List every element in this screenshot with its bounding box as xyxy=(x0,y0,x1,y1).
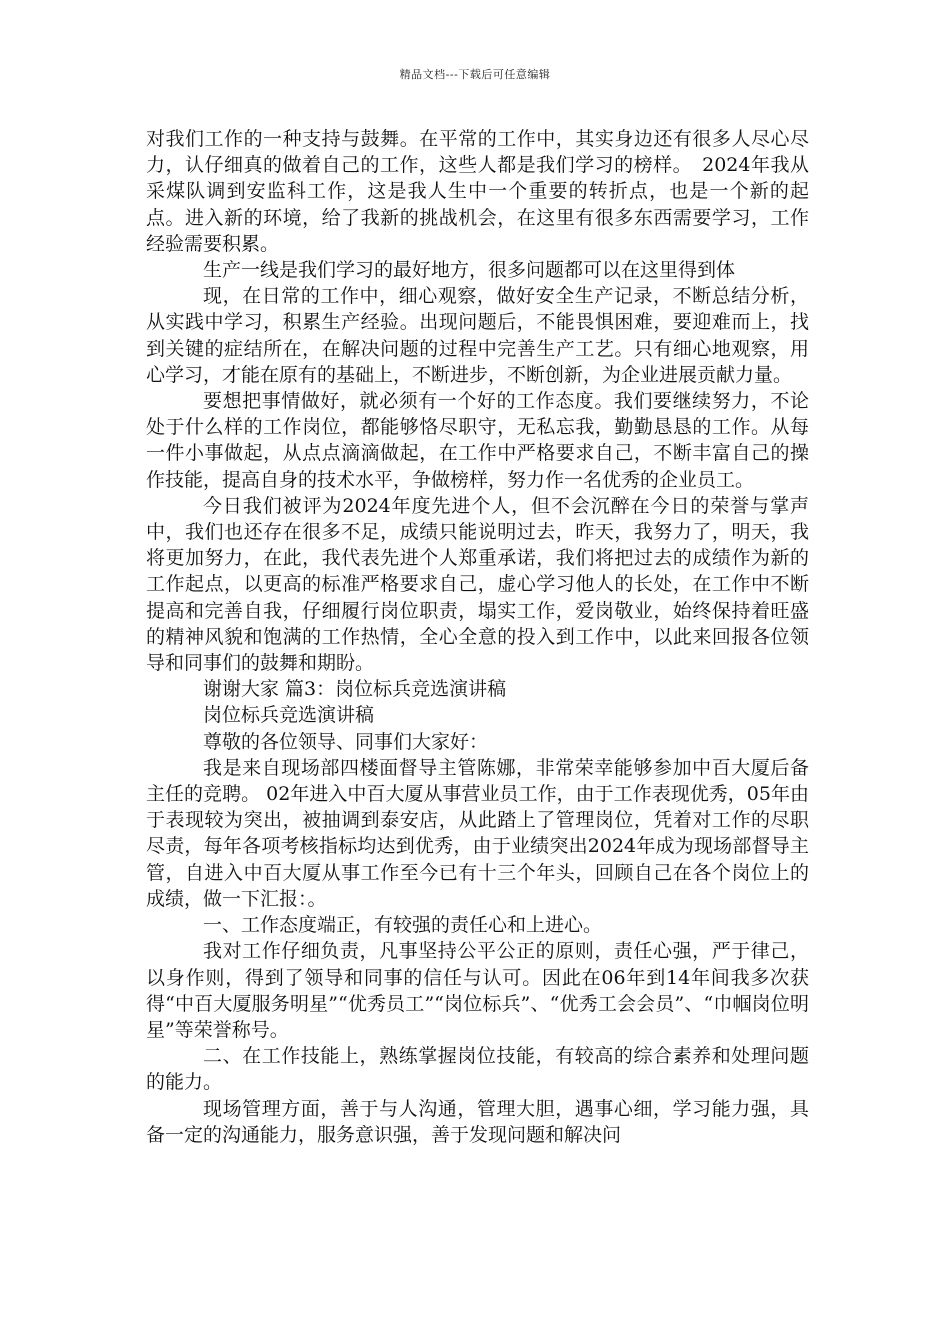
paragraph: 生产一线是我们学习的最好地方，很多问题都可以在这里得到体 xyxy=(203,259,736,282)
paragraph: 现场管理方面，善于与人沟通，管理大胆，遇事心细，学习能力强，具备一定的沟通能力，服务意识强，善于发现问题和解决问 xyxy=(146,1097,809,1146)
paragraph: 我对工作仔细负责，凡事坚持公平公正的原则，责任心强，严于律己，以身作则，得到了领导和同事的信任与认可。因此在06年到14年间我多次获得“中百大厦服务明星”“优秀员工”“岗位标兵”、“优秀工会会员”、“巾帼岗位明星”等荣誉称号。 xyxy=(146,940,809,1041)
paragraph: 我是来自现场部四楼面督导主管陈娜，非常荣幸能够参加中百大厦后备主任的竞聘。 02年进入中百大厦从事营业员工作，由于工作表现优秀，05年由于表现较为突出，被抽调到泰安店，从此踏上了管理岗位，凭着对工作的尽职尽责，每年各项考核指标均达到优秀，由于业绩突出2024年成为现场部督导主管，自进入中百大厦从事工作至今已有十三个年头，回顾自己在各个岗位上的成绩，做一下汇报：。 xyxy=(146,756,809,910)
paragraph: 对我们工作的一种支持与鼓舞。在平常的工作中，其实身边还有很多人尽心尽力，认仔细真的做着自己的工作，这些人都是我们学习的榜样。 2024年我从采煤队调到安监科工作，这是我人生中一个重要的转折点，也是一个新的起点。进入新的环境，给了我新的挑战机会，在这里有很多东西需要学习，工作经验需要积累。 xyxy=(146,128,809,255)
document-body xyxy=(146,126,809,1148)
speech-title: 岗位标兵竞选演讲稿 xyxy=(203,704,375,727)
subheading: 一、工作态度端正，有较强的责任心和上进心。 xyxy=(203,914,603,937)
subheading: 二、在工作技能上，熟练掌握岗位技能，有较高的综合素养和处理问题的能力。 xyxy=(146,1045,809,1094)
paragraph: 今日我们被评为2024年度先进个人，但不会沉醉在今日的荣誉与掌声中，我们也还存在很多不足，成绩只能说明过去，昨天，我努力了，明天，我将更加努力，在此，我代表先进个人郑重承诺，我们将把过去的成绩作为新的工作起点，以更高的标准严格要求自己，虚心学习他人的长处，在工作中不断提高和完善自我，仔细履行岗位职责，塌实工作，爱岗敬业，始终保持着旺盛的精神风貌和饱满的工作热情，全心全意的投入到工作中，以此来回报各位领导和同事们的鼓舞和期盼。 xyxy=(146,494,809,675)
section-heading: 谢谢大家 篇3：岗位标兵竞选演讲稿 xyxy=(203,678,507,701)
paragraph: 要想把事情做好，就必须有一个好的工作态度。我们要继续努力，不论处于什么样的工作岗位，都能够恪尽职守，无私忘我，勤勤恳恳的工作。从每一件小事做起，从点点滴滴做起，在工作中严格要求自己，不断丰富自己的操作技能，提高自身的技术水平，争做榜样，努力作一名优秀的企业员工。 xyxy=(146,390,809,491)
page-header: 精品文档---下载后可任意编辑 xyxy=(399,68,551,81)
salutation: 尊敬的各位领导、同事们大家好： xyxy=(203,730,489,753)
paragraph: 现，在日常的工作中，细心观察，做好安全生产记录，不断总结分析，从实践中学习，积累生产经验。出现问题后，不能畏惧困难，要迎难而上，找到关键的症结所在，在解决问题的过程中完善生产工艺。只有细心地观察，用心学习，才能在原有的基础上，不断进步，不断创新，为企业进展贡献力量。 xyxy=(146,285,809,386)
